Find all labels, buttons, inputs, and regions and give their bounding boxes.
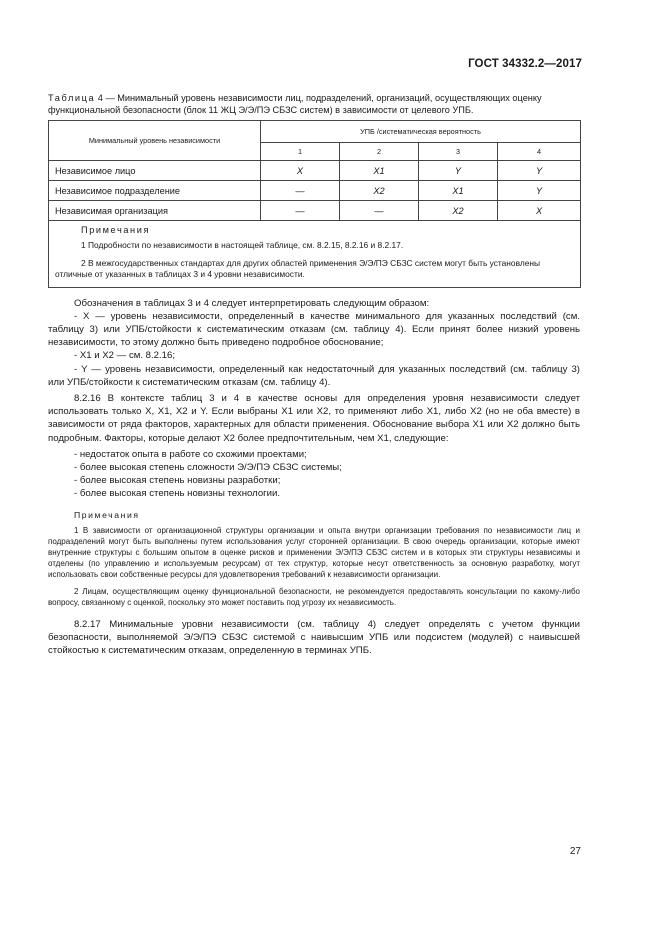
table-notes-row	[49, 221, 581, 288]
notes-title: Примечания	[74, 509, 140, 520]
table-caption-word: Таблица	[48, 93, 96, 103]
page-number: 27	[569, 846, 581, 857]
table-cell: X	[261, 161, 340, 181]
table-cell: X2	[340, 181, 419, 201]
table-cell: Y	[419, 161, 498, 181]
y-definition: - Y — уровень независимости, определенный как недостаточный для указанных последствий (см. таблицу 3) или УПБ/стойкости к систематическим отказам (см. таблицу 4).	[48, 363, 580, 388]
bullet-item: - более высокая степень сложности Э/Э/ПЭ СБЗС системы;	[74, 461, 342, 473]
bullet-item: - более высокая степень новизны технологии.	[74, 488, 281, 500]
table-header-row	[49, 121, 581, 143]
table-caption	[48, 92, 580, 116]
note-1: 1 В зависимости от организационной структуры организации и опыта внутри организации требования по независимости лиц и подразделений могут быть выполнены путем использования услуг сторонней организации. В свою очередь организации, которые имеют внутренние структуры с большим опытом в оценке рисков и применении Э/Э/ПЭ СБЗС систем и в которых эти структуры независимы и отделены (по управлению и используемым ресурсам) от тех структур, которые несут ответственность за основную разработку, могут использовать свои собственные ресурсы для удовлетворения требований к независимости организации.	[48, 525, 580, 579]
table-cell: X2	[419, 201, 498, 221]
table-cell: X	[498, 201, 581, 221]
table-row	[49, 201, 581, 221]
table-cell: —	[261, 201, 340, 221]
header-sil-1: 1	[261, 143, 340, 161]
table-notes-title: Примечания	[81, 225, 151, 235]
table-cell: Y	[498, 161, 581, 181]
header-sil-2: 2	[340, 143, 419, 161]
table-cell: Y	[498, 181, 581, 201]
page-content	[48, 92, 580, 657]
clause-8-2-17: 8.2.17 Минимальные уровни независимости (см. таблицу 4) следует определять с учетом функции безопасности, выполняемой Э/Э/ПЭ СБЗС системой с наивысшим УПБ или подсистем (модулей) с наивысшей стойкостью к систематическим отказам, определенную в терминах УПБ.	[48, 618, 580, 656]
table-notes	[49, 221, 581, 288]
note-2: 2 Лицам, осуществляющим оценку функциональной безопасности, не рекомендуется предоставлять консультации по какому-либо вопросу, связанному с оценкой, поскольку это может поставить под угрозу их независимость.	[48, 586, 580, 607]
header-min-independence: Минимальный уровень независимости	[49, 121, 261, 161]
table-cell: —	[261, 181, 340, 201]
table-note-2: 2 В межгосударственных стандартах для других областей применения Э/Э/ПЭ СБЗС систем могут быть установлены отличные от указанных в таблицах 3 и 4 уровни независимости.	[55, 257, 541, 279]
table-row	[49, 161, 581, 181]
row-label: Независимое подразделение	[49, 181, 261, 201]
independence-table	[48, 120, 581, 288]
row-label: Независимое лицо	[49, 161, 261, 181]
table-cell: X1	[340, 161, 419, 181]
table-cell: X1	[419, 181, 498, 201]
x1-x2-definition: - X1 и X2 — см. 8.2.16;	[74, 350, 176, 362]
interpretation-intro: Обозначения в таблицах 3 и 4 следует интерпретировать следующим образом:	[74, 297, 430, 309]
bullet-item: - недостаток опыта в работе со схожими проектами;	[74, 448, 307, 460]
table-row	[49, 181, 581, 201]
table-caption-text: 4 — Минимальный уровень независимости лиц, подразделений, организаций, осуществляющих оценку функциональной безопасности (блок 11 ЖЦ Э/Э/ПЭ СБЗС систем) в зависимости от целевого УПБ.	[48, 93, 542, 115]
x-definition: - X — уровень независимости, определенный в качестве минимального для указанных последствий (см. таблицу 3) или УПБ/стойкости к систематическим отказам (см. таблицу 4). Если принят более низкий уровень независимости, то этому должно быть приведено подробное обоснование;	[48, 310, 580, 349]
standard-code: ГОСТ 34332.2—2017	[468, 58, 582, 70]
table-cell: —	[340, 201, 419, 221]
row-label: Независимая организация	[49, 201, 261, 221]
header-sil-3: 3	[419, 143, 498, 161]
header-sil: УПБ /систематическая вероятность	[261, 121, 581, 143]
clause-8-2-16: 8.2.16 В контексте таблиц 3 и 4 в качестве основы для определения уровня независимости следует использовать только X, X1, X2 и Y. Если выбраны X1 или X2, то применяют либо X1, либо X2 (но не оба вместе) в зависимости от ряда факторов, характерных для области применения. Обоснование выбора X1 или X2 должно быть подробным. Факторы, которые делают X2 более предпочтительным, чем X1, следующие:	[48, 392, 580, 444]
table-note-1: 1 Подробности по независимости в настоящей таблице, см. 8.2.15, 8.2.16 и 8.2.17.	[81, 240, 404, 250]
bullet-item: - более высокая степень новизны разработки;	[74, 475, 281, 487]
header-sil-4: 4	[498, 143, 581, 161]
